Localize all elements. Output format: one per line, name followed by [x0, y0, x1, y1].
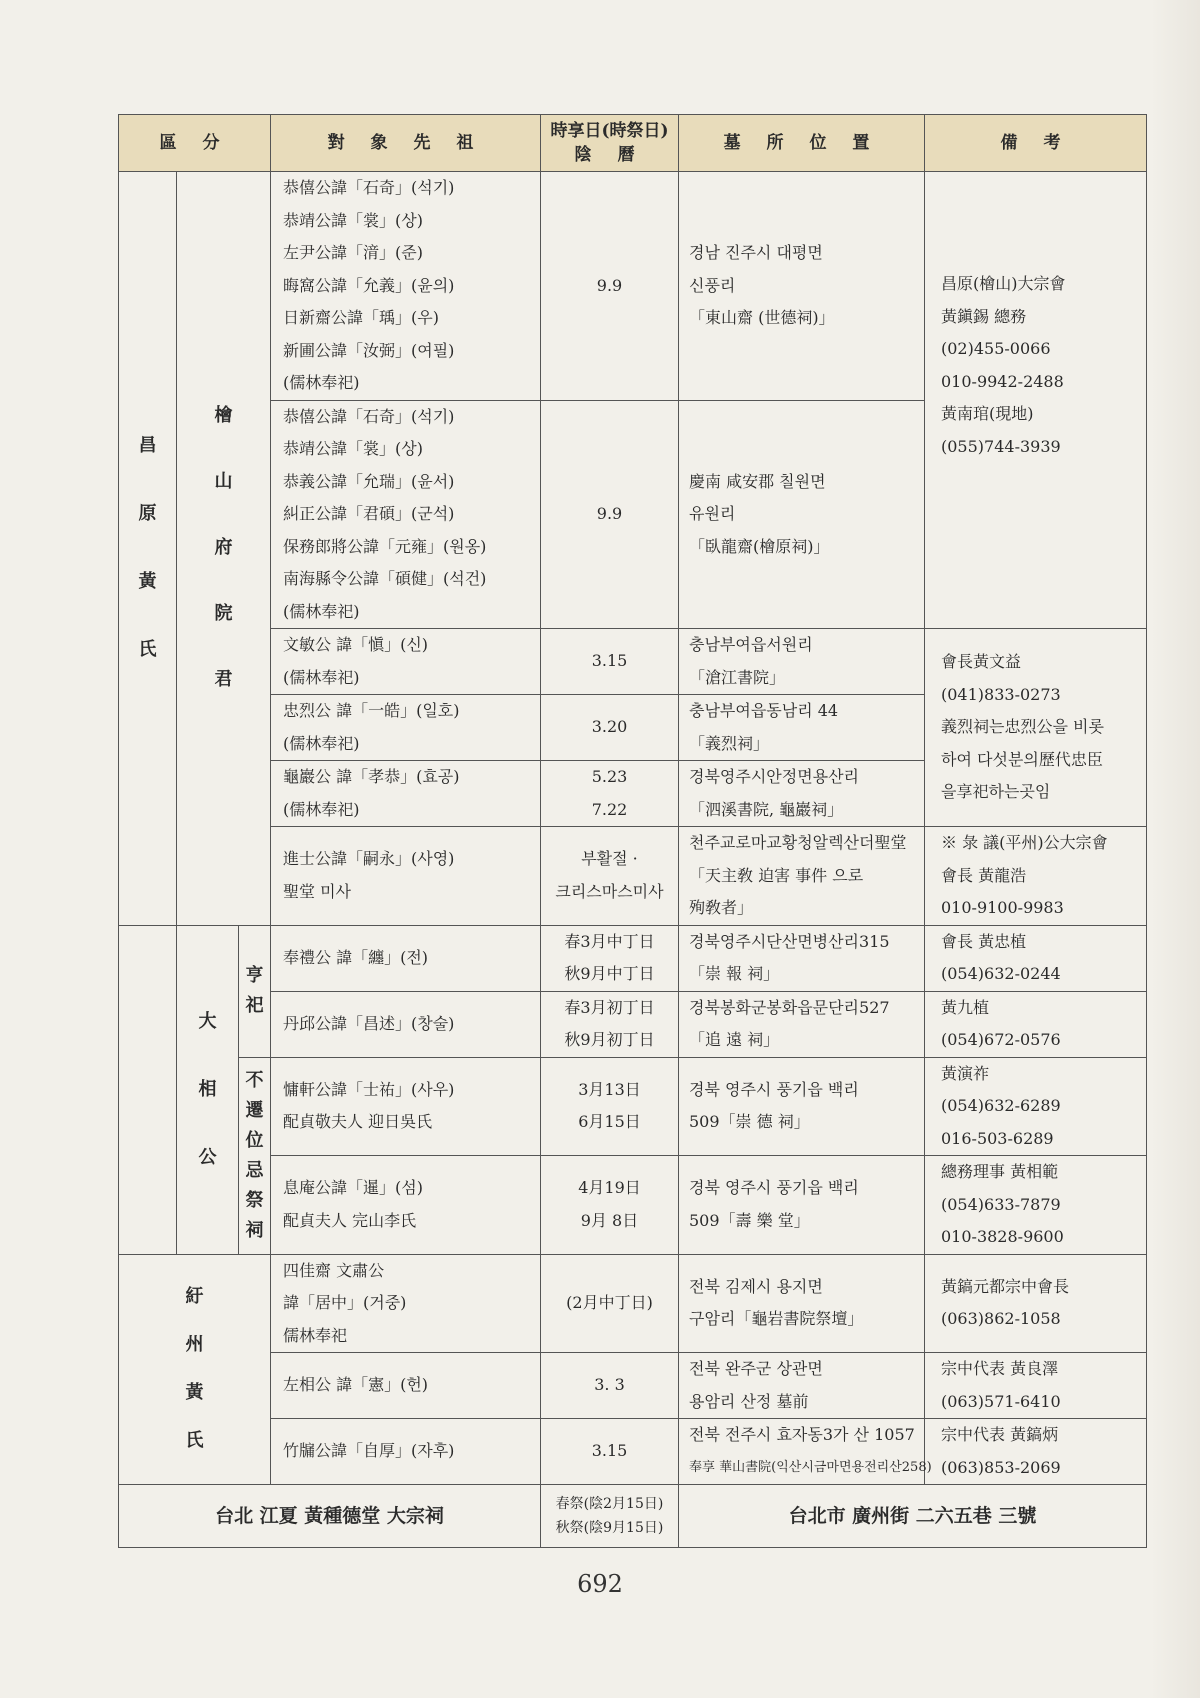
ancestor-cell: 息庵公諱「暹」(섬) 配貞夫人 完山李氏	[271, 1156, 541, 1255]
table-row	[119, 172, 1147, 401]
kind-label-hyangsa: 亨 祀	[239, 925, 271, 1057]
ancestor-cell: 四佳齋 文肅公 諱「居中」(거중) 儒林奉祀	[271, 1254, 541, 1353]
location-cell: 천주교로마교황청알렉산더聖堂 「天主敎 迫害 事件 으로 殉敎者」	[679, 827, 925, 926]
date-cell: 3.15	[541, 629, 679, 695]
table-header-row	[119, 115, 1147, 172]
location-cell: 경남 진주시 대평면 신풍리 「東山齋 (世德祠)」	[679, 172, 925, 401]
notes-cell: 會長黃文益 (041)833-0273 義烈祠는忠烈公을 비롯 하여 다섯분의歷代忠臣 을享祀하는곳임	[925, 629, 1147, 827]
date-cell: 9.9	[541, 172, 679, 401]
notes-cell: 黃九植 (054)672-0576	[925, 991, 1147, 1057]
date-cell: (2月中丁日)	[541, 1254, 679, 1353]
table-row	[119, 1419, 1147, 1485]
ancestor-cell: 恭僖公諱「石奇」(석기) 恭靖公諱「裳」(상) 左尹公諱「湇」(준) 晦窩公諱「允義」(윤의) 日新齋公諱「瑀」(우) 新圃公諱「汝弼」(여필) (儒林奉祀)	[271, 172, 541, 401]
ancestor-cell: 恭僖公諱「石奇」(석기) 恭靖公諱「裳」(상) 恭義公諱「允瑞」(윤서) 糾正公諱「君碩」(군석) 保務郎將公諱「元雍」(원옹) 南海縣令公諱「碩健」(석건) (儒林奉祀)	[271, 400, 541, 629]
location-cell: 경북영주시안정면용산리 「泗溪書院, 龜巖祠」	[679, 761, 925, 827]
ancestor-cell: 龜巖公 諱「孝恭」(효공) (儒林奉祀)	[271, 761, 541, 827]
date-cell: 春3月中丁日 秋9月中丁日	[541, 925, 679, 991]
table-row	[119, 629, 1147, 695]
notes-cell: 昌原(檜山)大宗會 黃鎭錫 總務 (02)455-0066 010-9942-2488 黃南琯(現地) (055)744-3939	[925, 172, 1147, 629]
location-cell: 경북 영주시 풍기읍 백리 509「崇 德 祠」	[679, 1057, 925, 1156]
location-cell: 경북 영주시 풍기읍 백리 509「壽 樂 堂」	[679, 1156, 925, 1255]
date-cell: 3. 3	[541, 1353, 679, 1419]
ancestral-rites-table	[118, 114, 1147, 1548]
table-row	[119, 827, 1147, 926]
footer-shrine-name: 台北 江夏 黃種德堂 大宗祠	[119, 1485, 541, 1548]
date-cell: 春3月初丁日 秋9月初丁日	[541, 991, 679, 1057]
footer-address: 台北市 廣州街 二六五巷 三號	[679, 1485, 1147, 1548]
notes-cell: 總務理事 黃相範 (054)633-7879 010-3828-9600	[925, 1156, 1147, 1255]
table-row	[119, 1353, 1147, 1419]
location-cell: 전북 완주군 상관면 용암리 산정 墓前	[679, 1353, 925, 1419]
location-cell: 충남부여읍서원리 「滄江書院」	[679, 629, 925, 695]
date-cell: 3.15	[541, 1419, 679, 1485]
date-cell: 5.23 7.22	[541, 761, 679, 827]
table-row	[119, 1057, 1147, 1156]
table-row	[119, 1156, 1147, 1255]
location-cell: 慶南 咸安郡 칠원면 유원리 「臥龍齋(檜原祠)」	[679, 400, 925, 629]
group-label-changwon-cont	[119, 925, 177, 1254]
ancestor-cell: 竹牖公諱「自厚」(자후)	[271, 1419, 541, 1485]
table-row	[119, 1254, 1147, 1353]
location-cell: 경북봉화군봉화읍문단리527 「追 遠 祠」	[679, 991, 925, 1057]
ancestor-cell: 文敏公 諱「愼」(신) (儒林奉祀)	[271, 629, 541, 695]
sub-label-daesang: 大 相 公	[177, 925, 239, 1254]
notes-cell: 會長 黃忠植 (054)632-0244	[925, 925, 1147, 991]
header-category: 區 分	[119, 115, 271, 172]
date-cell: 3.20	[541, 695, 679, 761]
location-cell: 전북 전주시 효자동3가 산 1057 奉享 華山書院(익산시금마면용전리산258)	[679, 1419, 925, 1485]
header-date: 時享日(時祭日) 陰 曆	[541, 115, 679, 172]
footer-date: 春祭(陰2月15日) 秋祭(陰9月15日)	[541, 1485, 679, 1548]
notes-cell: 黃鎬元都宗中會長 (063)862-1058	[925, 1254, 1147, 1353]
group-label-jeonju: 紆 州 黃 氏	[119, 1254, 271, 1485]
header-location: 墓 所 位 置	[679, 115, 925, 172]
footer-row	[119, 1485, 1147, 1548]
ancestor-cell: 奉禮公 諱「纏」(전)	[271, 925, 541, 991]
table-row	[119, 925, 1147, 991]
date-cell: 3月13日 6月15日	[541, 1057, 679, 1156]
notes-cell: 黃演祚 (054)632-6289 016-503-6289	[925, 1057, 1147, 1156]
location-cell: 전북 김제시 용지면 구암리「龜岩書院祭壇」	[679, 1254, 925, 1353]
location-cell: 충남부여읍동남리 44 「義烈祠」	[679, 695, 925, 761]
date-cell: 부활절 · 크리스마스미사	[541, 827, 679, 926]
location-cell: 경북영주시단산면병산리315 「崇 報 祠」	[679, 925, 925, 991]
header-notes: 備 考	[925, 115, 1147, 172]
date-cell: 9.9	[541, 400, 679, 629]
header-ancestors: 對 象 先 祖	[271, 115, 541, 172]
page-edge	[1150, 0, 1200, 1698]
ancestor-cell: 左相公 諱「憲」(헌)	[271, 1353, 541, 1419]
ancestor-cell: 忠烈公 諱「一皓」(일호) (儒林奉祀)	[271, 695, 541, 761]
date-cell: 4月19日 9月 8日	[541, 1156, 679, 1255]
notes-cell: 宗中代表 黃鎬炳 (063)853-2069	[925, 1419, 1147, 1485]
notes-cell: 宗中代表 黃良澤 (063)571-6410	[925, 1353, 1147, 1419]
ancestor-cell: 進士公諱「嗣永」(사영) 聖堂 미사	[271, 827, 541, 926]
group-label-changwon: 昌 原 黃 氏	[119, 172, 177, 926]
kind-label-bulcheon: 不 遷 位 忌 祭 祠	[239, 1057, 271, 1254]
table-row	[119, 991, 1147, 1057]
ancestor-cell: 丹邱公諱「昌述」(창술)	[271, 991, 541, 1057]
notes-cell: ※ 彔 議(平州)公大宗會 會長 黃龍浩 010-9100-9983	[925, 827, 1147, 926]
sub-label-hoesan: 檜 山 府 院 君	[177, 172, 271, 926]
page-number: 692	[577, 1570, 623, 1598]
ancestor-cell: 慵軒公諱「士祐」(사우) 配貞敬夫人 迎日吳氏	[271, 1057, 541, 1156]
